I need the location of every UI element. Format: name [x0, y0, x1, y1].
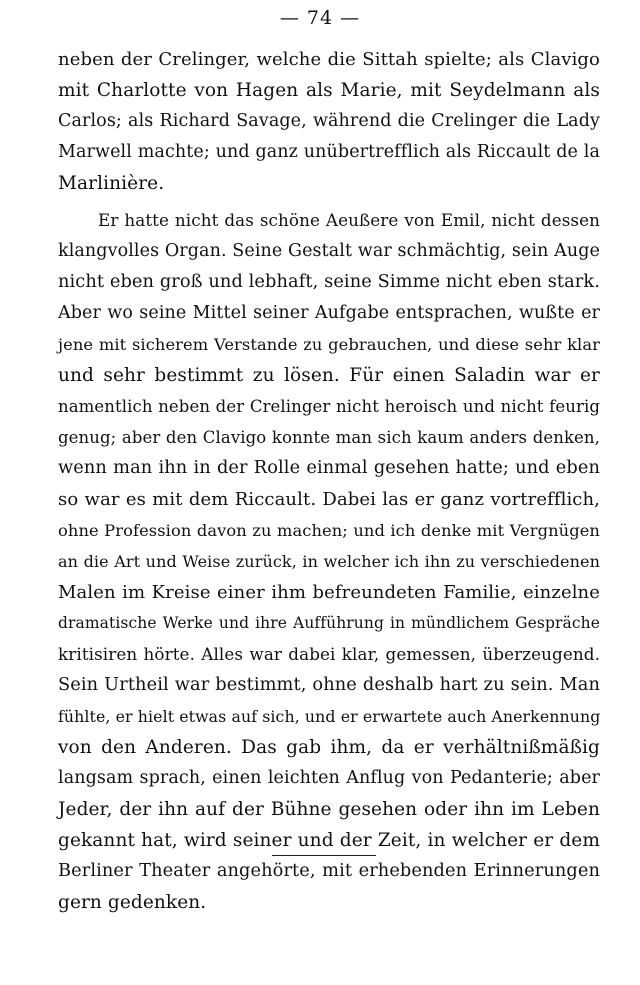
text-line: Berliner Theater angehörte, mit erhebenden Erinnerungen [58, 861, 600, 881]
page-number: — 74 — [279, 7, 361, 29]
text-line: jene mit sicherem Verstande zu gebrauchen, und diese sehr klar [58, 335, 600, 354]
section-rule [272, 855, 376, 856]
text-line: langsam sprach, einen leichten Anflug von Pedanterie; aber [58, 768, 600, 788]
text-line: Marwell machte; und ganz unübertrefflich als Riccault de la [58, 142, 600, 162]
text-line: dramatische Werke und ihre Aufführung in mündlichem Gespräche [58, 614, 600, 632]
text-line: gern gedenken. [58, 892, 207, 913]
text-line: Jeder, der ihn auf der Bühne gesehen oder ihn im Leben [58, 799, 600, 820]
text-line: an die Art und Weise zurück, in welcher ich ihn zu verschiedenen [58, 552, 600, 571]
text-line: genug; aber den Clavigo konnte man sich kaum anders denken, [58, 428, 600, 447]
text-line: so war es mit dem Riccault. Dabei las er ganz vortrefflich, [58, 489, 600, 510]
text-line: und sehr bestimmt zu lösen. Für einen Saladin war er [58, 365, 600, 386]
text-line: Aber wo seine Mittel seiner Aufgabe entsprachen, wußte er [58, 303, 600, 323]
text-line: Marlinière. [58, 173, 165, 194]
text-line: neben der Crelinger, welche die Sittah spielte; als Clavigo [58, 49, 600, 70]
text-line: kritisiren hörte. Alles war dabei klar, gemessen, überzeugend. [58, 644, 600, 664]
paragraph-2 [58, 205, 600, 918]
text-line: fühlte, er hielt etwas auf sich, und er erwartete auch Anerkennung [58, 707, 601, 726]
text-line: namentlich neben der Crelinger nicht heroisch und nicht feurig [58, 397, 600, 416]
text-line: mit Charlotte von Hagen als Marie, mit Seydelmann als [58, 80, 600, 101]
text-line: klangvolles Organ. Seine Gestalt war schmächtig, sein Auge [58, 241, 600, 261]
text-line: nicht eben groß und lebhaft, seine Simme nicht eben stark. [58, 272, 600, 292]
paragraph-1 [58, 44, 600, 199]
text-line: Carlos; als Richard Savage, während die Crelinger die Lady [58, 111, 600, 131]
text-line: von den Anderen. Das gab ihm, da er verhältnißmäßig [58, 737, 600, 758]
text-line: ohne Profession davon zu machen; und ich denke mit Vergnügen [58, 521, 600, 540]
text-line: Malen im Kreise einer ihm befreundeten Familie, einzelne [58, 582, 600, 603]
body-text [58, 44, 600, 918]
text-line: Er hatte nicht das schöne Aeußere von Emil, nicht dessen [98, 210, 600, 230]
text-line: wenn man ihn in der Rolle einmal gesehen hatte; und eben [58, 458, 600, 478]
text-line: Sein Urtheil war bestimmt, ohne deshalb hart zu sein. Man [58, 675, 600, 695]
text-line: gekannt hat, wird seiner und der Zeit, in welcher er dem [58, 830, 600, 851]
